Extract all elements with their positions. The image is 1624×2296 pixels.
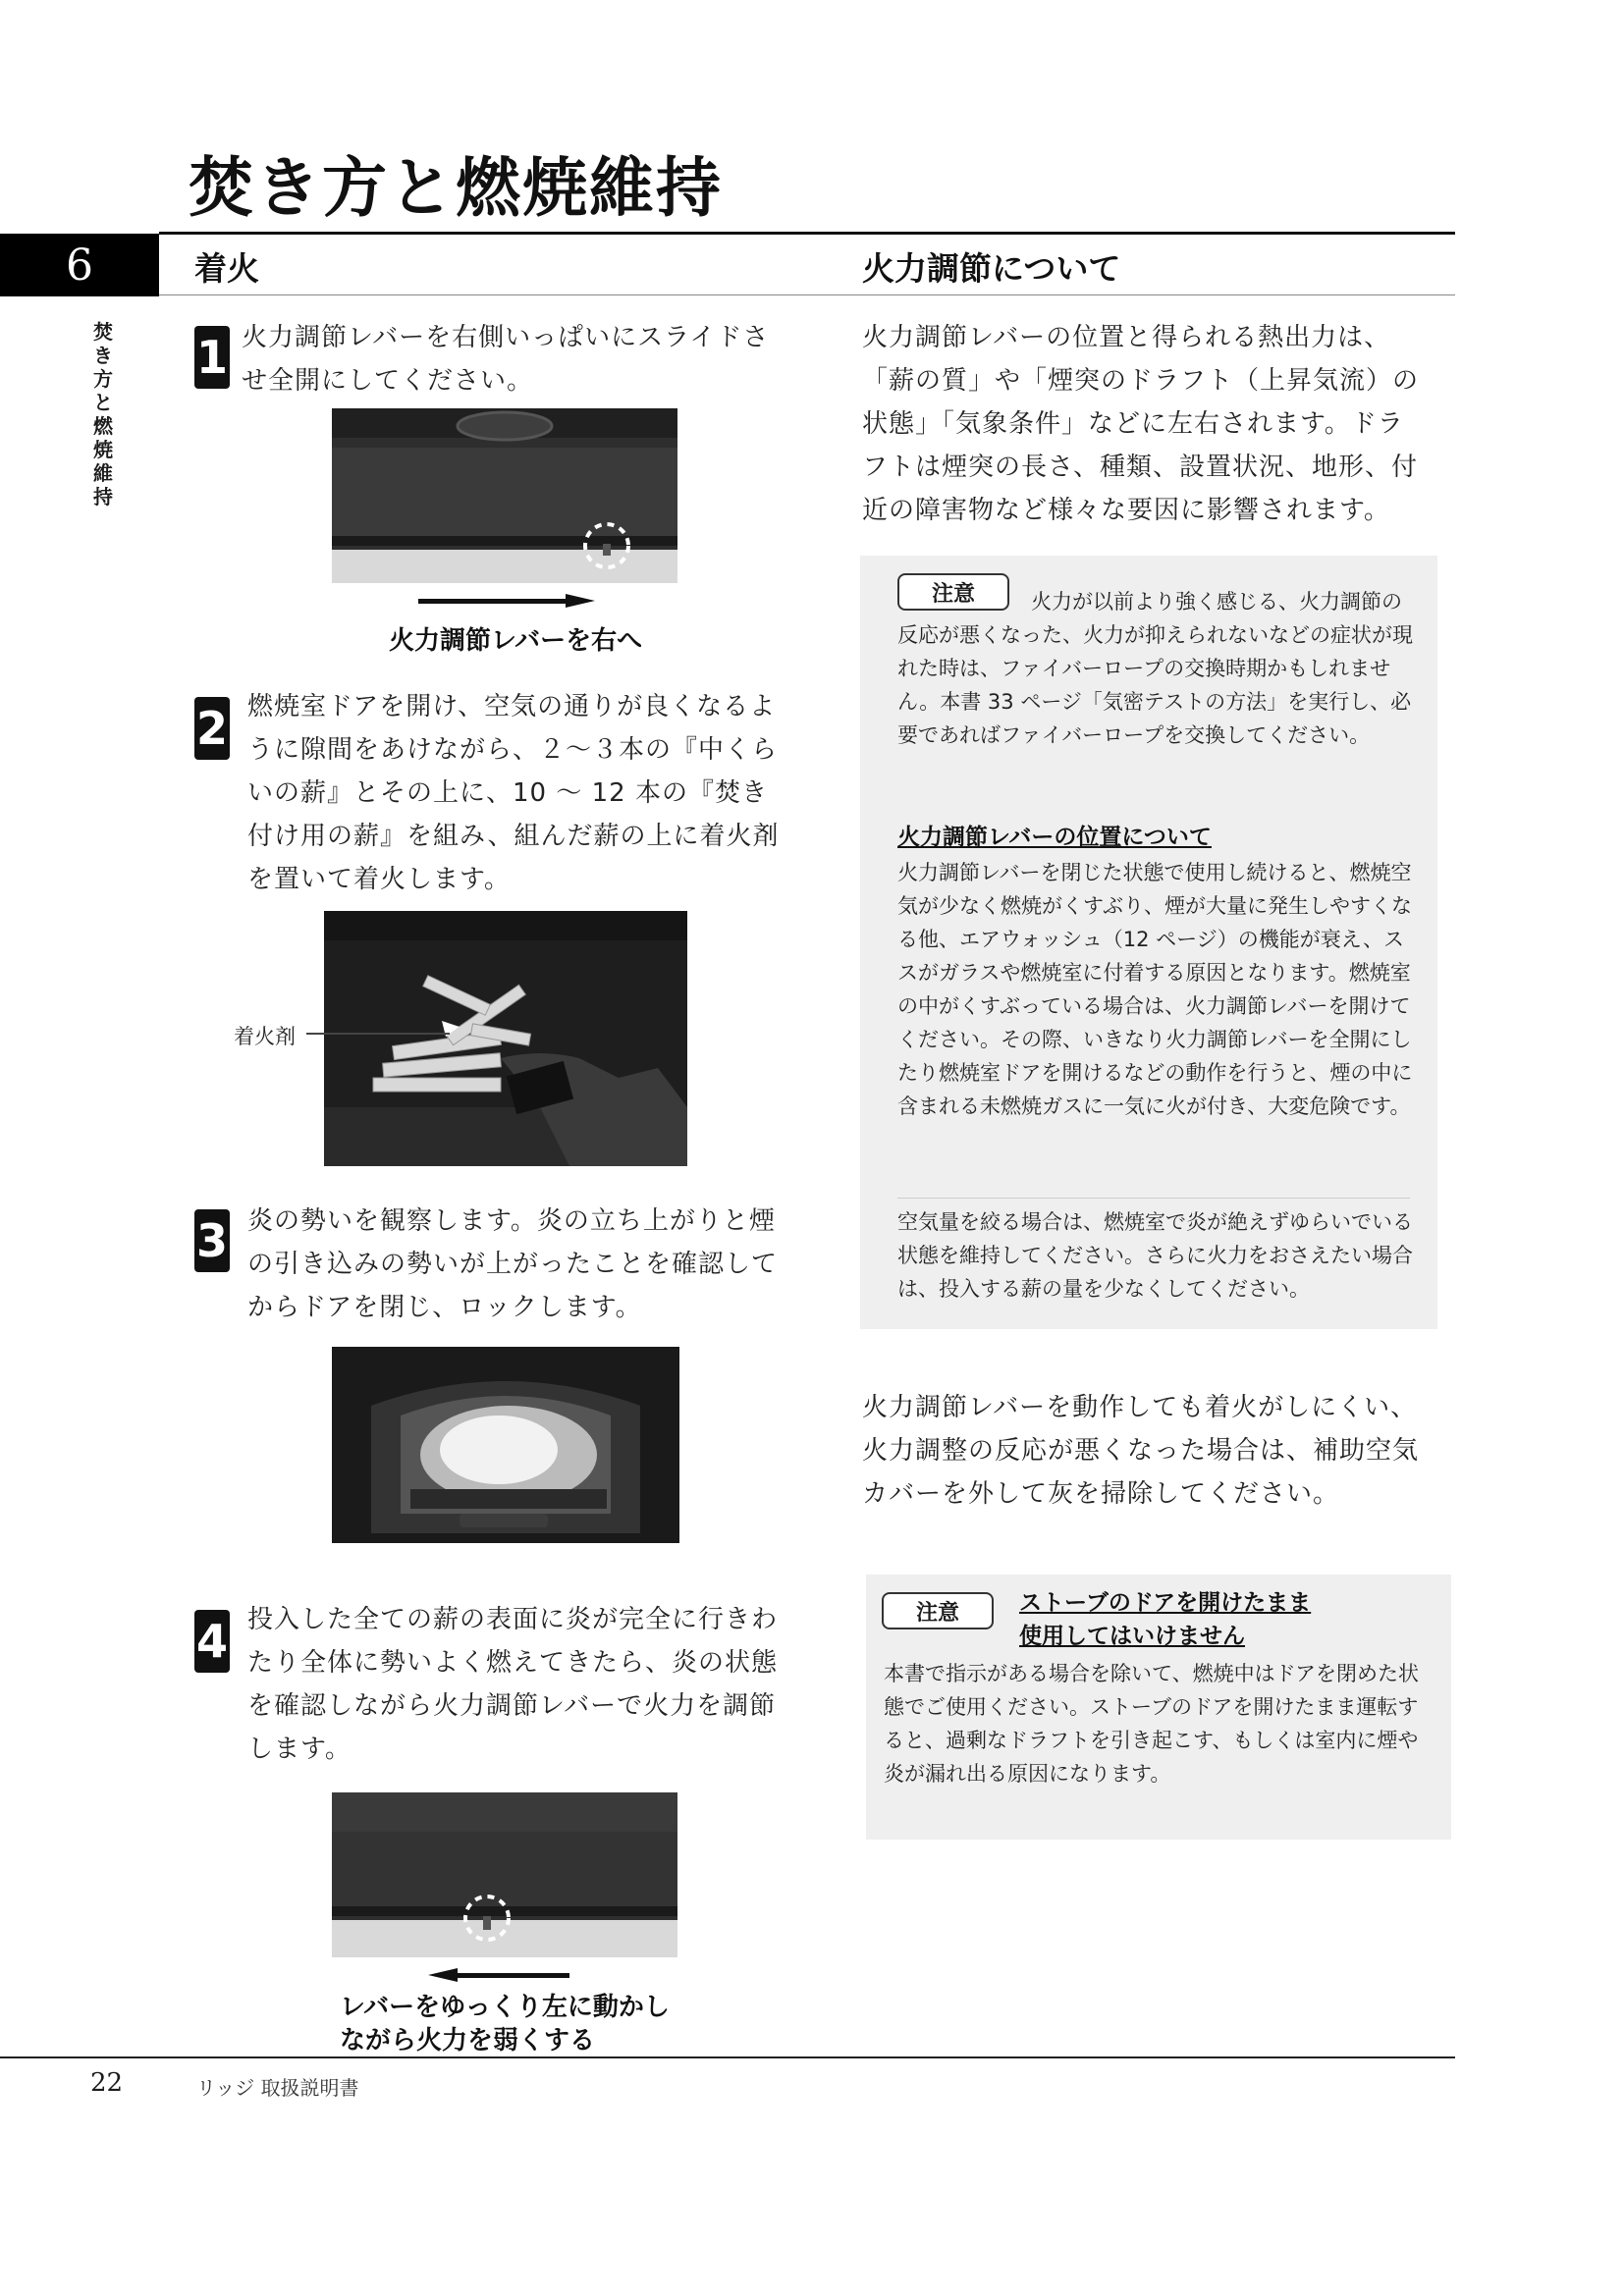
caution-badge-2: 注意 — [882, 1592, 994, 1629]
lever-position-body: 火力調節レバーを閉じた状態で使用し続けると、燃焼空気が少なく燃焼がくすぶり、煙が大量に発生しやすくなる他、エアウォッシュ（12 ページ）の機能が衰え、ススがガラスや燃焼室に付着する原因となります。燃焼室の中がくすぶっている場合は、火力調節レバーを開けてください。その際、いきなり火力調節レバーを全開にしたり燃焼室ドアを開けるなどの動作を行うと、煙の中に含まれる未燃焼ガスに一気に火が付き、大変危険です。 — [897, 861, 1413, 1118]
page-number: 22 — [90, 2068, 124, 2098]
lever-close-photo — [332, 1792, 677, 1957]
right-arrow-icon — [418, 593, 595, 605]
heading-rule — [159, 294, 1455, 295]
firestarter-label: 着火剤 — [234, 1025, 296, 1048]
side-chapter-label: 焚き方と燃焼維持 — [93, 320, 113, 508]
reduce-air-text: 空気量を絞る場合は、燃焼室で炎が絶えずゆらいでいる状態を維持してください。さらに火力をおさえたい場合は、投入する薪の量を少なくしてください。 — [897, 1210, 1413, 1301]
lever-left-caption-line2: ながら火力を弱くする — [340, 2026, 596, 2056]
step-1-text: 火力調節レバーを右側いっぱいにスライドさせ全開にしてください。 — [242, 323, 770, 396]
step-4-text: 投入した全ての薪の表面に炎が完全に行きわたり全体に勢いよく燃えてきたら、炎の状態を確認しながら火力調節レバーで火力を調節します。 — [247, 1605, 779, 1764]
step-4-number: 4 — [194, 1610, 230, 1673]
manual-name: リッジ 取扱説明書 — [196, 2076, 359, 2100]
lever-left-caption-line1: レバーをゆっくり左に動かし — [340, 1993, 670, 2022]
caution-badge-1: 注意 — [897, 573, 1009, 611]
caution-2-title-line1: ストーブのドアを開けたまま — [1019, 1590, 1312, 1616]
caution-box-1 — [860, 556, 1437, 1329]
caution-1-divider — [897, 1198, 1410, 1199]
step-1-number: 1 — [194, 326, 230, 389]
right-section-heading: 火力調節について — [862, 249, 1121, 288]
lever-open-photo — [332, 408, 677, 583]
fire-burning-photo — [332, 1347, 679, 1543]
lever-position-subheading: 火力調節レバーの位置について — [897, 825, 1212, 850]
title-rule — [159, 232, 1455, 235]
step-2-number: 2 — [194, 697, 230, 760]
caution-2-title-line2: 使用してはいけません — [1019, 1624, 1245, 1649]
caution-box-2 — [866, 1575, 1451, 1840]
page-title: 焚き方と燃焼維持 — [189, 149, 723, 226]
step-3-text: 炎の勢いを観察します。炎の立ち上がりと煙の引き込みの勢いが上がったことを確認してからドアを閉じ、ロックします。 — [247, 1206, 779, 1322]
damper-intro-text: 火力調節レバーの位置と得られる熱出力は、「薪の質」や「煙突のドラフト（上昇気流）の状態」「気象条件」などに左右されます。ドラフトは煙突の長さ、種類、設置状況、地形、付近の障害物など様々な要因に影響されます。 — [862, 323, 1420, 525]
caution-2-body: 本書で指示がある場合を除いて、燃焼中はドアを閉めた状態でご使用ください。ストーブのドアを開けたまま運転すると、過剰なドラフトを引き起こす、もしくは室内に煙や炎が漏れ出る原因になります。 — [884, 1662, 1419, 1786]
caution-1-text: 火力が以前より強く感じる、火力調節の反応が悪くなった、火力が抑えられないなどの症状が現れた時は、ファイバーロープの交換時期かもしれません。本書 33 ページ「気密テストの方法」を実行し、必要であればファイバーロープを交換してください。 — [897, 590, 1413, 747]
caution-2-title — [1019, 1586, 1311, 1653]
ash-cleaning-text: 火力調節レバーを動作しても着火がしにくい、火力調整の反応が悪くなった場合は、補助空気カバーを外して灰を掃除してください。 — [862, 1393, 1420, 1509]
step-3-number: 3 — [194, 1209, 230, 1272]
lever-right-caption: 火力調節レバーを右へ — [389, 626, 643, 656]
left-section-heading: 着火 — [194, 249, 259, 288]
footer-rule — [0, 2056, 1455, 2058]
lever-left-caption — [340, 1991, 670, 2057]
kindling-photo — [324, 911, 687, 1166]
chapter-number: 6 — [0, 234, 159, 296]
step-2-text: 燃焼室ドアを開け、空気の通りが良くなるように隙間をあけながら、２～３本の『中くらいの薪』とその上に、10 ～ 12 本の『焚き付け用の薪』を組み、組んだ薪の上に着火剤を置いて着火します。 — [247, 692, 780, 894]
firestarter-pointer-line — [306, 1033, 450, 1035]
left-arrow-icon — [428, 1967, 569, 1981]
